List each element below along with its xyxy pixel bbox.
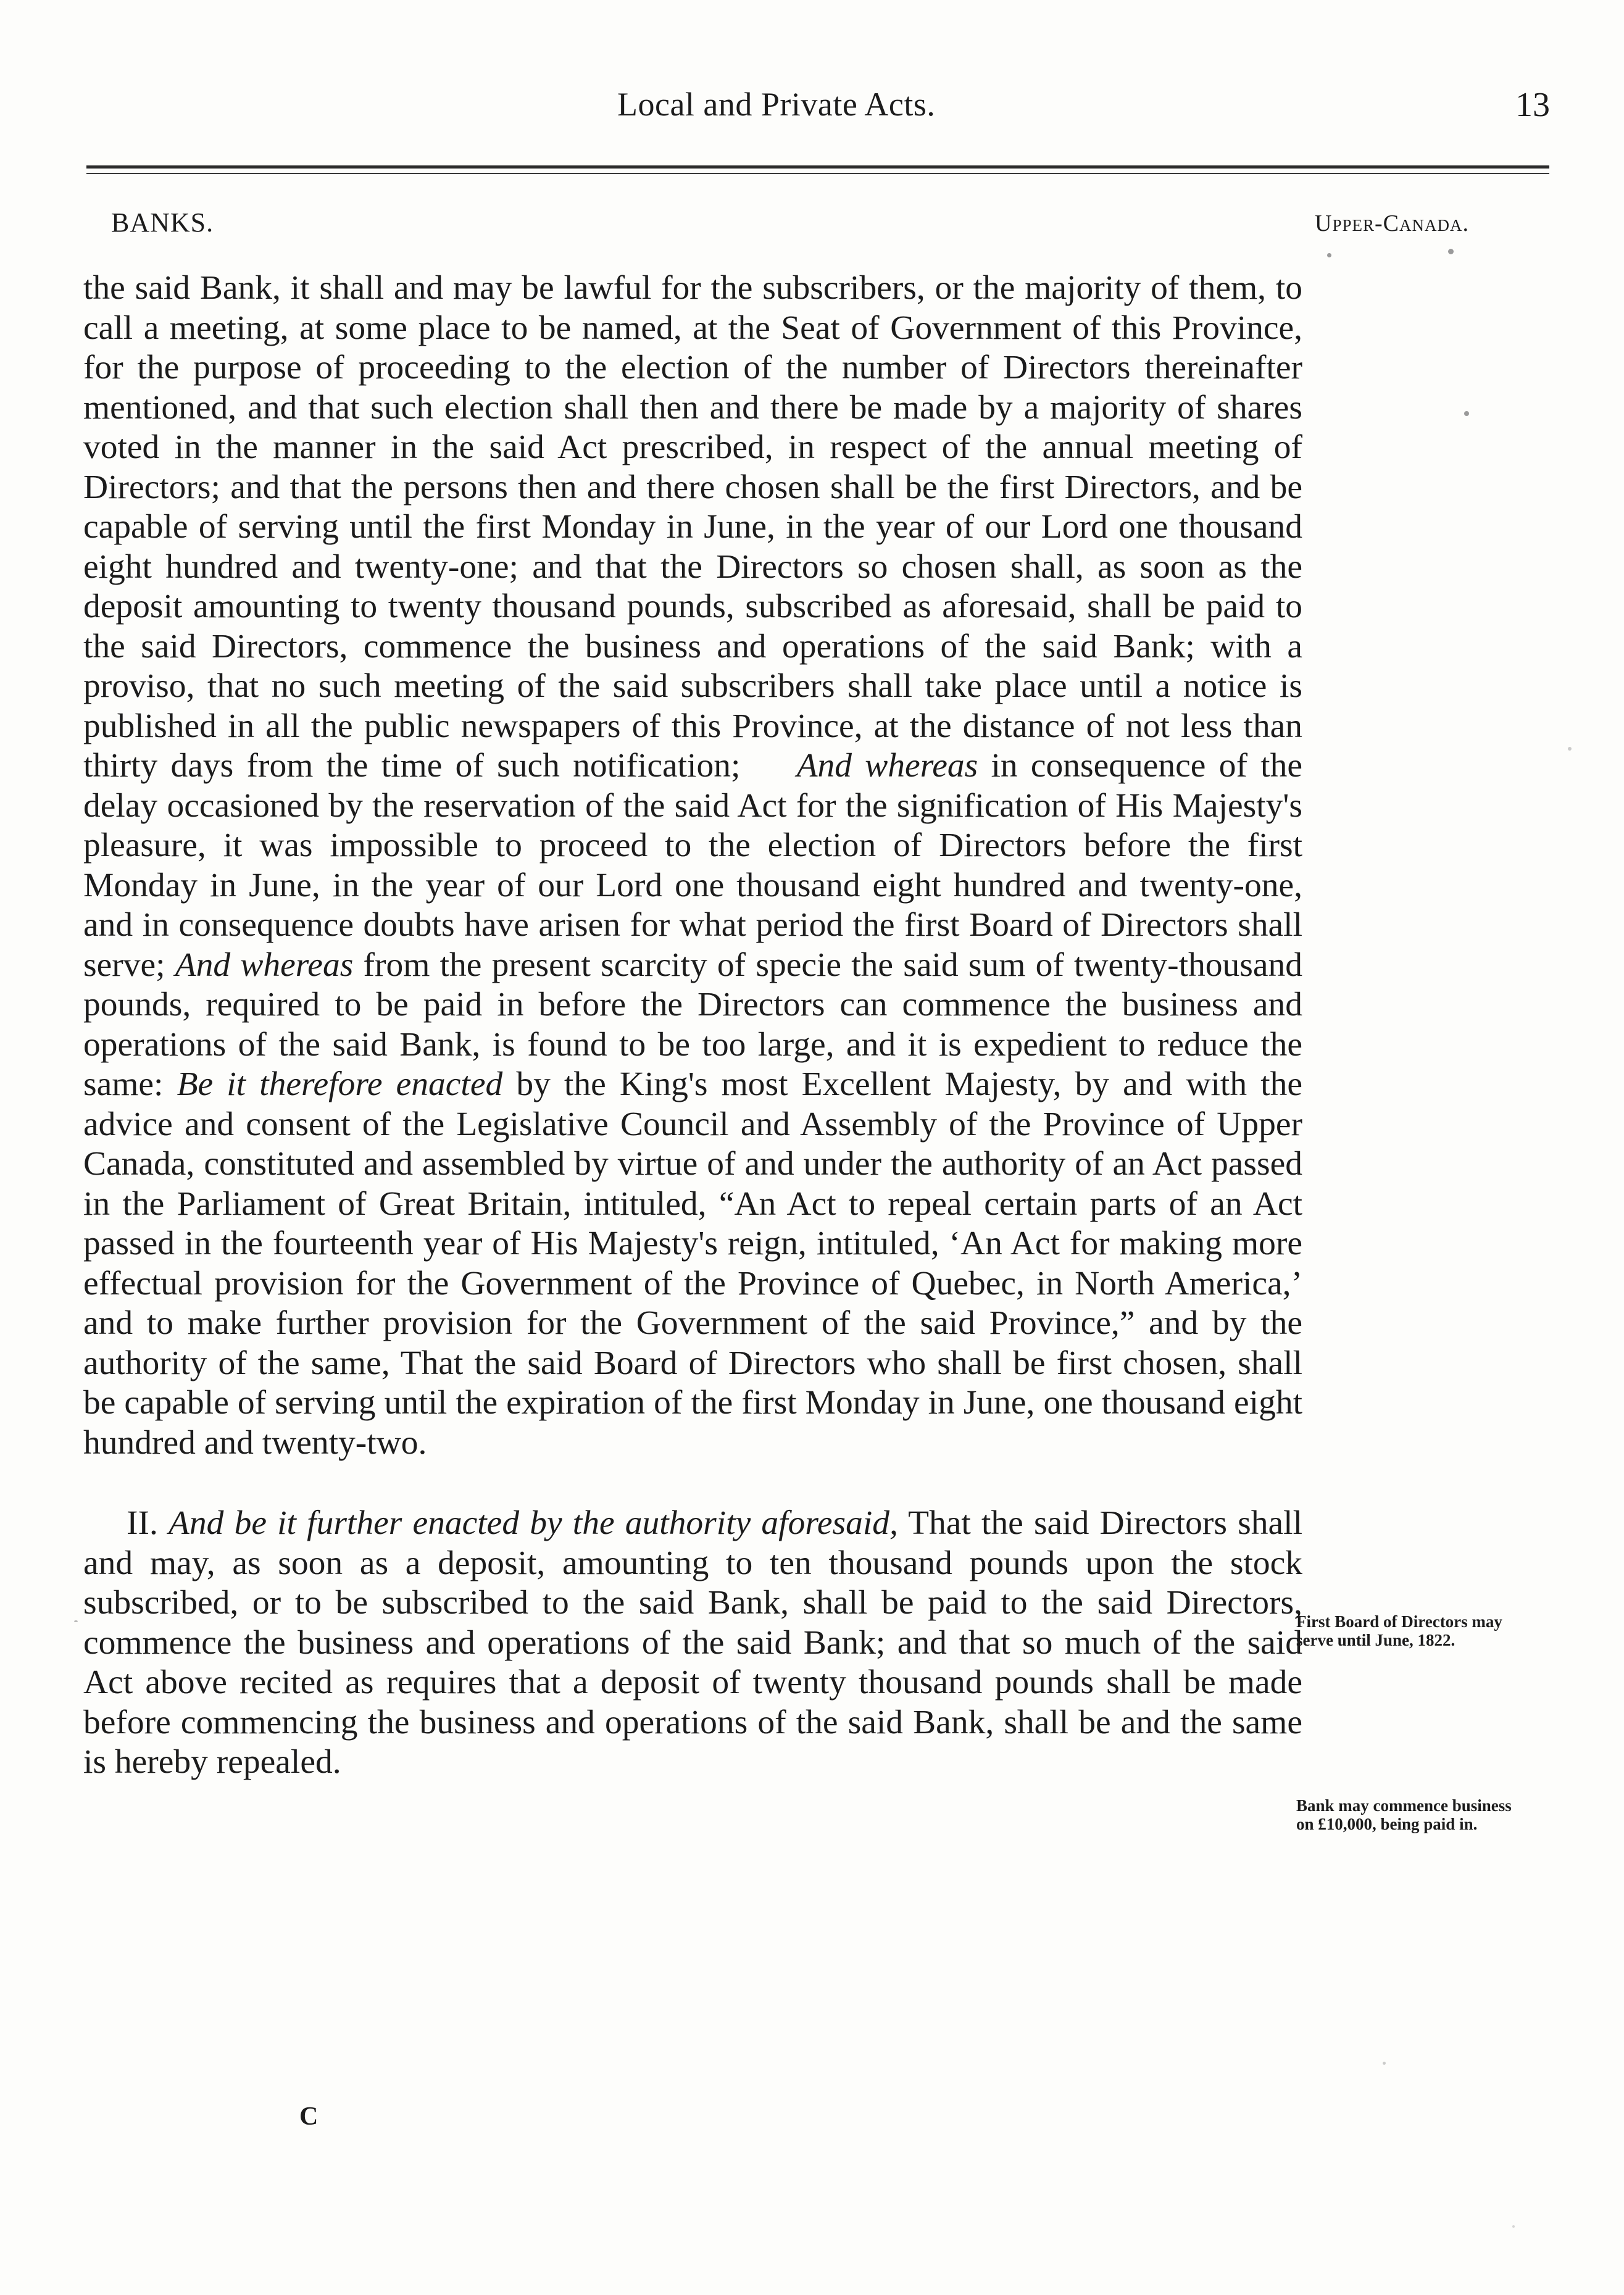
paper-speck <box>74 1620 78 1622</box>
paper-speck <box>1327 253 1331 257</box>
header-rule-thin <box>86 173 1549 174</box>
margin-note-first-board: First Board of Directors may serve until June, 1822. <box>1296 1612 1502 1649</box>
paragraph-1-italic-3: Be it therefore enacted <box>177 1065 503 1103</box>
section-heading-right: Upper-Canada. <box>1315 210 1469 236</box>
paragraph-1-italic-1: And whereas <box>796 747 978 785</box>
signature-mark: C <box>299 2102 319 2131</box>
body-text <box>83 269 1302 1783</box>
running-title: Local and Private Acts. <box>617 86 936 123</box>
running-head <box>0 85 1624 135</box>
paragraph-1 <box>83 269 1302 1463</box>
section-heading-left: BANKS. <box>111 207 214 238</box>
paragraph-2-text: That the said Directors shall and may, as soon as a deposit, amounting to ten thousand pounds upon the stock subscribed, or to be subscribed to the said Bank, shall be paid to the said Directors, commence the business and operations of the said Bank; and that so much of the said Act above recited as requires that a deposit of twenty thousand pounds shall be made before commencing the business and operations of the said Bank, shall be and the same is hereby repealed. <box>83 1504 1303 1781</box>
paragraph-1-part-2: in consequence of the delay occasioned by the reservation of the said Act for the signification of His Majesty's pleasure, it was impossible to proceed to the election of Directors before the first Monday in June, in the year of our Lord one thousand eight hundred and twenty-one, and in consequence doubts have arisen for what period the first Board of Directors shall serve; <box>83 747 1302 984</box>
paper-speck <box>1512 2225 1515 2228</box>
paragraph-2-italic: And be it further enacted by the authority aforesaid, <box>169 1504 898 1542</box>
paper-speck <box>1448 249 1454 254</box>
paper-speck <box>1383 2062 1386 2065</box>
paragraph-1-part-3: from the present scarcity of specie the said sum of twenty-thousand pounds, required to be paid in before the Directors can commence the business and operations of the said Bank, is found to be too large, and it is expedient to reduce the same: <box>83 946 1302 1103</box>
paper-speck <box>1568 747 1572 751</box>
paragraph-1-part-1: the said Bank, it shall and may be lawful for the subscribers, or the majority of them, to call a meeting, at some place to be named, at the Seat of Government of this Province, for the purpose of proceeding to the election of the number of Directors thereinafter mentioned, and that such election shall then and there be made by a majority of shares voted in the manner in the said Act prescribed, in respect of the annual meeting of Directors; and that the persons then and there chosen shall be the first Directors, and be capable of serving until the first Monday in June, in the year of our Lord one thousand eight hundred and twenty-one; and that the Directors so chosen shall, as soon as the deposit amounting to twenty thousand pounds, subscribed as aforesaid, shall be paid to the said Directors, commence the business and operations of the said Bank; with a proviso, that no such meeting of the said subscribers shall take place until a notice is published in all the public newspapers of this Province, at the distance of not less than thirty days from the time of such notification; <box>83 269 1302 785</box>
section-number: II. <box>127 1504 158 1542</box>
paragraph-2 <box>83 1504 1302 1783</box>
header-rule-thick <box>86 165 1549 169</box>
paragraph-1-italic-2: And whereas <box>175 946 354 984</box>
margin-note-bank-commence: Bank may commence business on £10,000, being paid in. <box>1296 1796 1512 1833</box>
paper-speck <box>1464 411 1469 416</box>
paragraph-1-part-4: by the King's most Excellent Majesty, by and with the advice and consent of the Legislative Council and Assembly of the Province of Upper Canada, constituted and assembled by virtue of and under the authority of an Act passed in the Parliament of Great Britain, intituled, “An Act to repeal certain parts of an Act passed in the fourteenth year of His Majesty's reign, intituled, ‘An Act for making more effectual provision for the Government of the Province of Quebec, in North America,’ and to make further provision for the Government of the said Province,” and by the authority of the same, That the said Board of Directors who shall be first chosen, shall be capable of serving until the expiration of the first Monday in June, one thousand eight hundred and twenty-two. <box>83 1065 1302 1462</box>
page-number: 13 <box>1515 86 1550 124</box>
